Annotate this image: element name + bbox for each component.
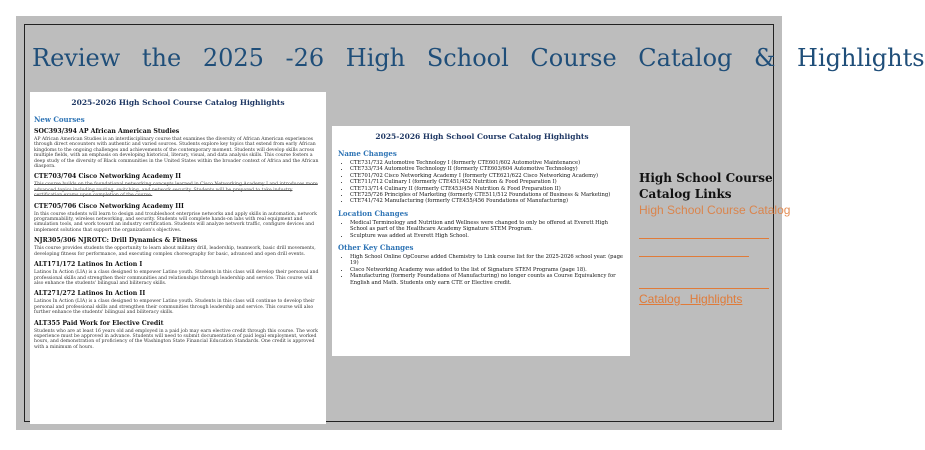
doc1-title: 2025-2026 High School Course Catalog Highlights — [71, 98, 285, 107]
slide-title: Review the 2025 -26 High School Course Catalog & Highlights — [32, 44, 925, 72]
course-description: This course builds on the foundational networking concepts learned in Cisco Networking Academy I and introduces more advanced topics including routing, switching, and network security. Students will be prepared to take industry certification exams upon completion of the course. — [34, 182, 318, 199]
list-item: • Cisco Networking Academy was added to the list of Signature STEM Programs (page 18). — [350, 267, 626, 273]
course-description: This course provides students the opportunity to learn about military drill, leadership, teamwork, basic drill movements, developing fitness for performance, and executing complex choreography for basic, advanced and open drill events. — [34, 246, 316, 257]
course-description: Students who are at least 16 years old and employed in a paid job may earn elective credit through this course. The work experience must be approved in advance. Students will need to submit documentation of paid legal employment, worked hours, and demonstration of proficiency of the Washington State Financial Education Standards. One credit is approved with a minimum of hours. — [34, 328, 318, 350]
course-name: SOC393/394 AP African American Studies — [34, 128, 180, 135]
doc1-course-list — [34, 128, 322, 350]
list-item: • Manufacturing (formerly Foundations of Manufacturing) no longer counts as Course Equivalency for English and Math. Students only earn CTE or Elective credit. — [350, 273, 626, 286]
course-name: ALT271/272 Latinos In Action II — [34, 290, 146, 298]
link-underline — [639, 256, 749, 257]
changes-section-heading: Location Changes — [338, 208, 409, 218]
course-description: Latinos In Action (LIA) is a class designed to empower Latino youth. Students in this class will continue to develop their personal and professional skills and strengthen their communities through leadership and service. This course will also further enhance the students' bilingual and biliteracy skills. — [34, 299, 315, 316]
list-item: • CTE711/712 Culinary I (formerly CTE451/452 Nutrition & Food Preparation I) — [350, 179, 626, 185]
catalog-link-overlay-text[interactable]: High School Course Catalog — [639, 203, 791, 217]
course-description: AP African American Studies is an interdisciplinary course that examines the diversity of African American experiences through direct encounters with authentic and varied sources. Students explore key topics that extend from early African kingdoms to the ongoing challenges and achievements of the contemporary moment. Students will develop skills across multiple fields, with an emphasis on developing historical, literary, visual, and data analysis skills. This course fosters a deep study of the diversity of Black communities in the United States within the broader context of Africa and the African diaspora. — [34, 137, 319, 170]
course-catalog-page-new-courses — [30, 92, 326, 424]
doc1-section-heading: New Courses — [34, 115, 85, 124]
course-catalog-page-changes — [332, 126, 630, 356]
list-item: • CTE701/702 Cisco Networking Academy I (formerly CTE621/622 Cisco Networking Academy) — [350, 173, 626, 179]
list-item: • Medical Terminology and Nutrition and Wellness were changed to only be offered at Everett High School as part of the Healthcare Academy Signature STEM Program. — [350, 220, 626, 233]
changes-section-heading: Other Key Changes — [338, 243, 414, 253]
course-name: ALT355 Paid Work for Elective Credit — [34, 319, 164, 327]
doc2-section-list — [338, 149, 626, 286]
link-underline — [639, 238, 769, 239]
list-item: • CTE733/734 Automotive Technology II (formerly CTE603/604 Automotive Technology) — [350, 166, 626, 172]
list-item: • CTE713/714 Culinary II (formerly CTE453/454 Nutrition & Food Preparation II) — [350, 186, 626, 192]
changes-list — [338, 254, 626, 286]
link-underline — [639, 288, 769, 289]
course-description: Latinos In Action (LIA) is a class designed to empower Latino youth. Students in this class will develop their personal and professional skills and strengthen their communities and relationships through leadership and service. This course will also enhance the students' bilingual and biliteracy skills. — [34, 270, 319, 286]
changes-list — [338, 160, 626, 205]
list-item: • Sculpture was added at Everett High School. — [350, 233, 626, 239]
list-item: • CTE741/742 Manufacturing (formerly CTE455/456 Foundations of Manufacturing) — [350, 198, 626, 204]
changes-list — [338, 220, 626, 239]
course-name: CTE703/704 Cisco Networking Academy II — [34, 173, 182, 181]
changes-section-heading: Name Changes — [338, 149, 397, 158]
list-item: • CTE731/732 Automotive Technology I (formerly CTE601/602 Automotive Maintenance) — [350, 160, 626, 166]
course-name: CTE705/706 Cisco Networking Academy III — [34, 202, 184, 210]
list-item: • CTE725/726 Principles of Marketing (formerly CTE511/512 Foundations of Business & Marketing) — [350, 192, 626, 198]
list-item: • High School Online OpCourse added Chemistry to Link course list for the 2025-2026 school year. (page 19) — [350, 254, 626, 267]
doc2-title: 2025-2026 High School Course Catalog Highlights — [375, 132, 589, 141]
course-description: In this course students will learn to design and troubleshoot enterprise networks and apply skills in automation, network programmability, wireless networking, and security. Students will complete hands-on labs with real equipment and simulation tools, and work toward an industry certification. Students will analyze network traffic, configure devices and implement solutions that support the organization's objectives. — [34, 211, 317, 233]
course-name: ALT171/172 Latinos In Action I — [34, 261, 143, 269]
catalog-highlights-link[interactable]: Catalog Highlights — [639, 292, 743, 306]
links-heading: High School Course Catalog Links — [639, 171, 773, 201]
course-name: NJR305/306 NJROTC: Drill Dynamics & Fitness — [34, 237, 198, 245]
catalog-links-panel — [639, 170, 774, 202]
